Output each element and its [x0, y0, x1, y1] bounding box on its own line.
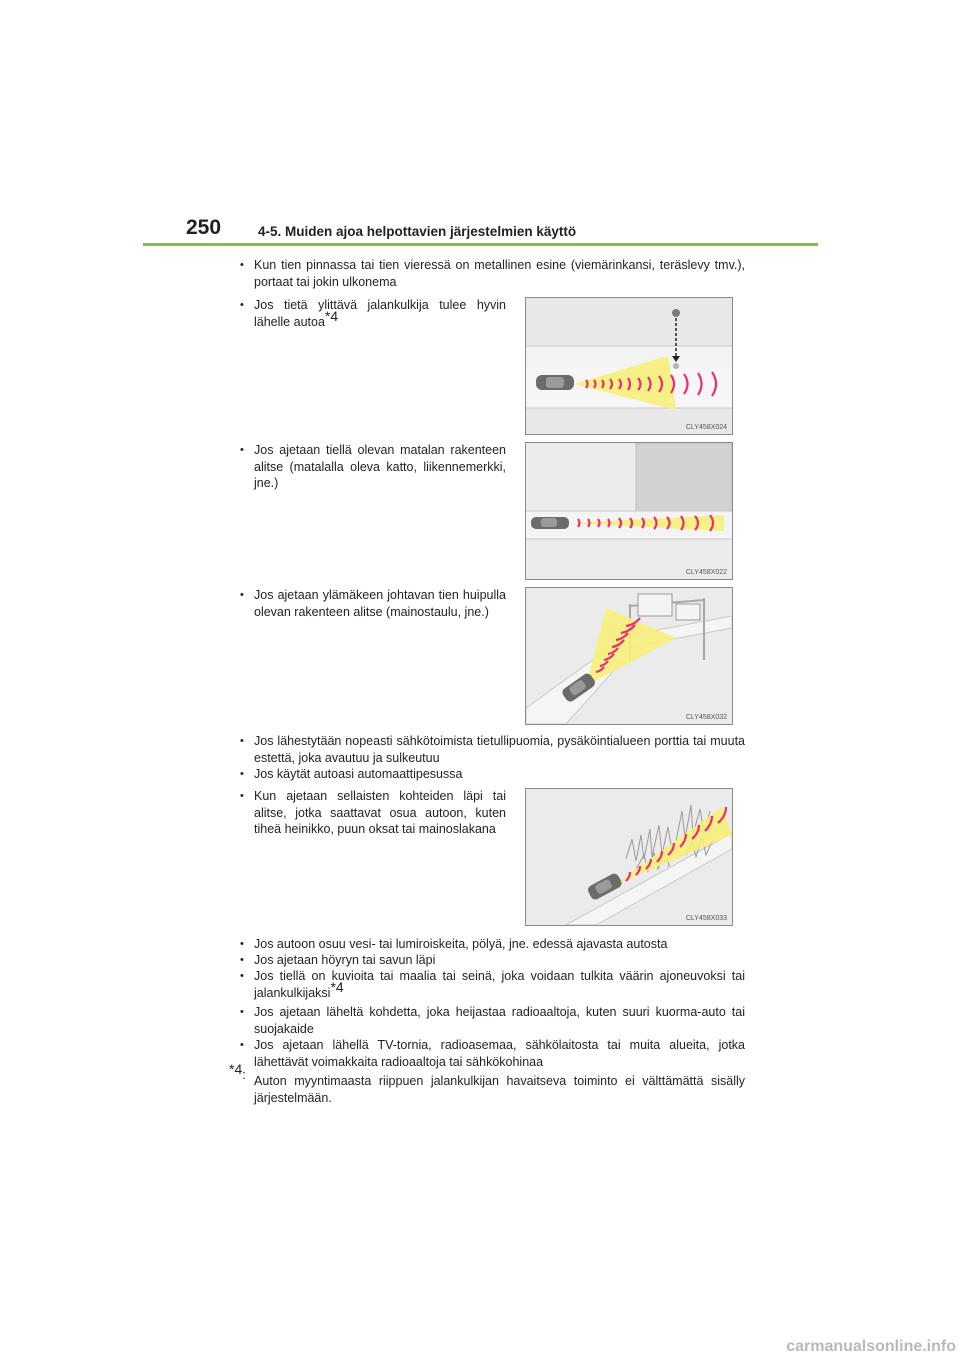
bullet-text: • Kun ajetaan sellaisten kohteiden läpi tai alitse, jotka saattavat osua autoon, kuten tiheä heinikko, puun oksat tai mainoslakana [254, 789, 506, 836]
footnote-ref: *4 [330, 978, 344, 995]
bullet-text-main: Jos tietä ylittävä jalankulkija tulee hyvin lähelle autoa [254, 298, 506, 329]
bullet-text: • Jos ajetaan läheltä kohdetta, joka heijastaa radioaaltoja, kuten suuri kuorma-auto tai suojakaide [254, 1005, 745, 1036]
bullet-steam [240, 952, 745, 969]
bullet-road-markings [240, 968, 745, 1001]
figure-uphill-structure [525, 587, 733, 725]
figure-vegetation-illustration [526, 789, 732, 925]
header-rule [143, 243, 818, 246]
bullet-text: • Kun tien pinnassa tai tien vieressä on metallinen esine (viemärinkansi, teräslevy tmv.), portaat tai jokin ulkonema [254, 258, 745, 289]
bullet-reflecting-object [240, 1004, 745, 1037]
footnote-colon: : [242, 1068, 246, 1082]
bullet-text: • Jos lähestytään nopeasti sähkötoimista tietullipuomia, pysäköintialueen porttia tai muuta estettä, joka avautuu ja sulkeutuu [254, 734, 745, 765]
bullet-text [240, 297, 506, 330]
figure-code: CLY458X022 [685, 569, 727, 576]
bullet-text: • Jos ajetaan lähellä TV-tornia, radioasemaa, sähkölaitosta tai muita alueita, jotka lähettävät voimakkaita radioaaltoja tai sähkökohinaa [254, 1038, 745, 1069]
figure-code: CLY458X032 [685, 714, 727, 721]
bullet-toll-gate [240, 733, 745, 766]
footnote-text: Auton myyntimaasta riippuen jalankulkijan havaitseva toiminto ei välttämättä sisälly järjestelmään. [254, 1074, 745, 1105]
footnote-ref: *4 [324, 307, 339, 324]
bullet-text-main: Jos tiellä on kuvioita tai maalia tai seinä, joka voidaan tulkita väärin ajoneuvoksi tai jalankulkijaksi [254, 969, 745, 1000]
section-title: 4-5. Muiden ajoa helpottavien järjestelmien käyttö [258, 224, 577, 239]
bullet-text: • Jos käytät autoasi automaattipesussa [254, 767, 463, 781]
bullet-text: • Jos ajetaan ylämäkeen johtavan tien huipulla olevan rakenteen alitse (mainostaulu, jne.) [254, 588, 506, 619]
figure-vegetation [525, 788, 733, 926]
bullet-vegetation [240, 788, 506, 838]
bullet-metal-object [240, 257, 745, 290]
figure-uphill-illustration [526, 588, 732, 724]
figure-code: CLY458X033 [685, 915, 727, 922]
bullet-pedestrian [240, 297, 506, 330]
bullet-low-structure [240, 442, 506, 492]
figure-code: CLY458X024 [685, 424, 727, 431]
bullet-radio-noise [240, 1037, 745, 1070]
footnote-marker [229, 1061, 246, 1082]
bullet-text: • Jos ajetaan tiellä olevan matalan rakenteen alitse (matalalla oleva katto, liikennemerkki, jne.) [254, 443, 506, 490]
bullet-uphill-structure [240, 587, 506, 620]
bullet-text [240, 968, 745, 1001]
bullet-text: • Jos ajetaan höyryn tai savun läpi [254, 953, 436, 967]
figure-low-structure [525, 442, 733, 580]
figure-pedestrian-crossing [525, 297, 733, 435]
bullet-text: • Jos autoon osuu vesi- tai lumiroiskeita, pölyä, jne. edessä ajavasta autosta [254, 937, 668, 951]
figure-pedestrian-illustration [526, 298, 732, 434]
watermark: carmanualsonline.info [786, 1338, 956, 1355]
footnote-mark-text: *4 [229, 1061, 243, 1077]
bullet-car-wash [240, 766, 745, 783]
bullet-spray [240, 936, 745, 953]
figure-low-structure-illustration [526, 443, 732, 579]
page-number: 250 [186, 216, 222, 239]
